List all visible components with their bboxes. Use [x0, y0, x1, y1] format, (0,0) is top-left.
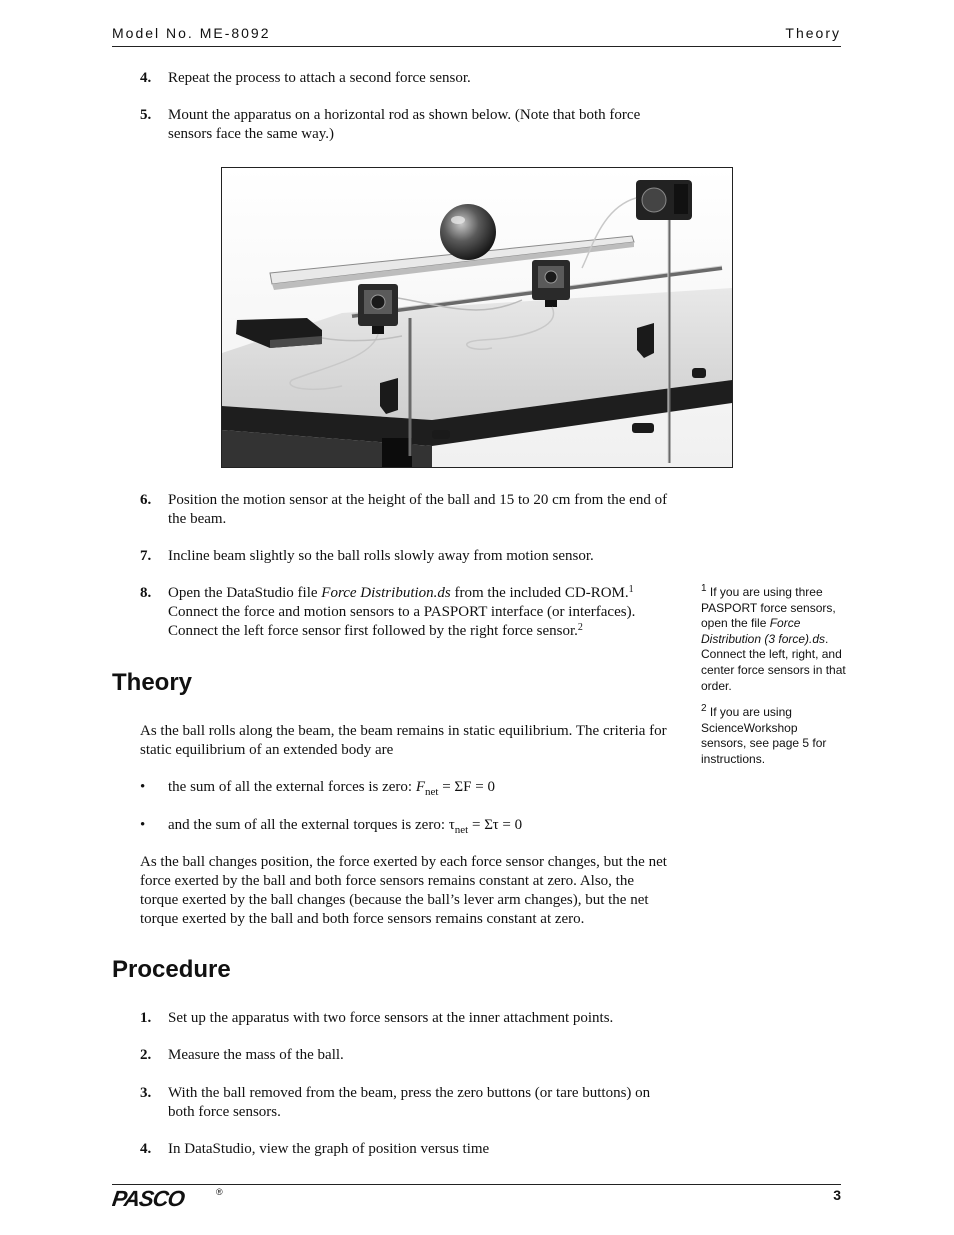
step-7: 7. Incline beam slightly so the ball rolls slowly away from motion sensor.	[140, 548, 594, 564]
force-equation: $F_{net} = \Sigma F = 0$	[415, 779, 495, 798]
footnote-ref-1: 1	[628, 584, 634, 595]
theory-intro: As the ball rolls along the beam, the beam remains in static equilibrium. The criteria for static equilibrium of an extended body are	[140, 723, 667, 758]
step-6: 6. Position the motion sensor at the height of the ball and 15 to 20 cm from the end of the beam.	[140, 492, 668, 527]
bullet-char: •	[140, 817, 146, 833]
model-number: Model No. ME-8092	[112, 25, 271, 41]
footer-rule	[112, 1184, 841, 1185]
procedure-step-1: 1. Set up the apparatus with two force sensors at the inner attachment points.	[140, 1010, 614, 1026]
theory-heading: Theory	[112, 669, 193, 696]
page-header	[112, 24, 841, 47]
bullet-torques: • and the sum of all the external torques is zero: $\tau_{net} = \Sigma\tau = 0$	[140, 817, 523, 836]
procedure-step-3: 3. With the ball removed from the beam, press the zero buttons (or tare buttons) on both force sensors.	[140, 1085, 651, 1120]
footnote-2: $^2$ If you are using ScienceWorkshop sensors, see page 5 for instructions.	[701, 703, 827, 766]
datastudio-filename: Force Distribution.ds	[321, 585, 451, 601]
apparatus-photo	[221, 167, 733, 468]
step-5-top: 5. Mount the apparatus on a horizontal rod as shown below. (Note that both force sensors face the same way.)	[140, 107, 641, 142]
step-4-top: 4. Repeat the process to attach a second force sensor.	[140, 70, 471, 86]
pasco-logo	[112, 1187, 232, 1216]
footnote-ref-2: 2	[577, 622, 583, 633]
bullet-forces: • the sum of all the external forces is zero: $F_{net} = \Sigma F = 0$	[140, 779, 495, 798]
procedure-heading: Procedure	[112, 956, 231, 983]
theory-explanation: As the ball changes position, the force exerted by each force sensor changes, but the net force exerted by the ball and both force sensors remains constant at zero. Also, the torque exerted by the ball changes (because the ball’s lever arm changes), but the net torque exerted by the ball and both force sensors remains constant at zero.	[140, 854, 667, 927]
bullet-char: •	[140, 779, 146, 795]
pasco-logo-text: PASCO	[112, 1187, 186, 1211]
torque-equation: $\tau_{net} = \Sigma\tau = 0$	[448, 817, 523, 836]
page-number: 3	[833, 1187, 841, 1203]
step-8: 8. Open the DataStudio file Force Distribution.ds from the included CD-ROM.$^1$ Connect the force and motion sensors to a PASPORT interface (or interfaces). Connect the left force sensor first followed by the right force sensor.$^2$	[140, 584, 636, 639]
procedure-step-2: 2. Measure the mass of the ball.	[140, 1047, 344, 1063]
footnote-1: $^1$ If you are using three PASPORT force sensors, open the file Force Distribution (3 force).ds. Connect the left, right, and center force sensors in that order.	[701, 583, 846, 693]
procedure-step-4: 4. In DataStudio, view the graph of position versus time	[140, 1141, 490, 1157]
registered-mark: ®	[216, 1187, 223, 1197]
header-section: Theory	[785, 25, 841, 41]
